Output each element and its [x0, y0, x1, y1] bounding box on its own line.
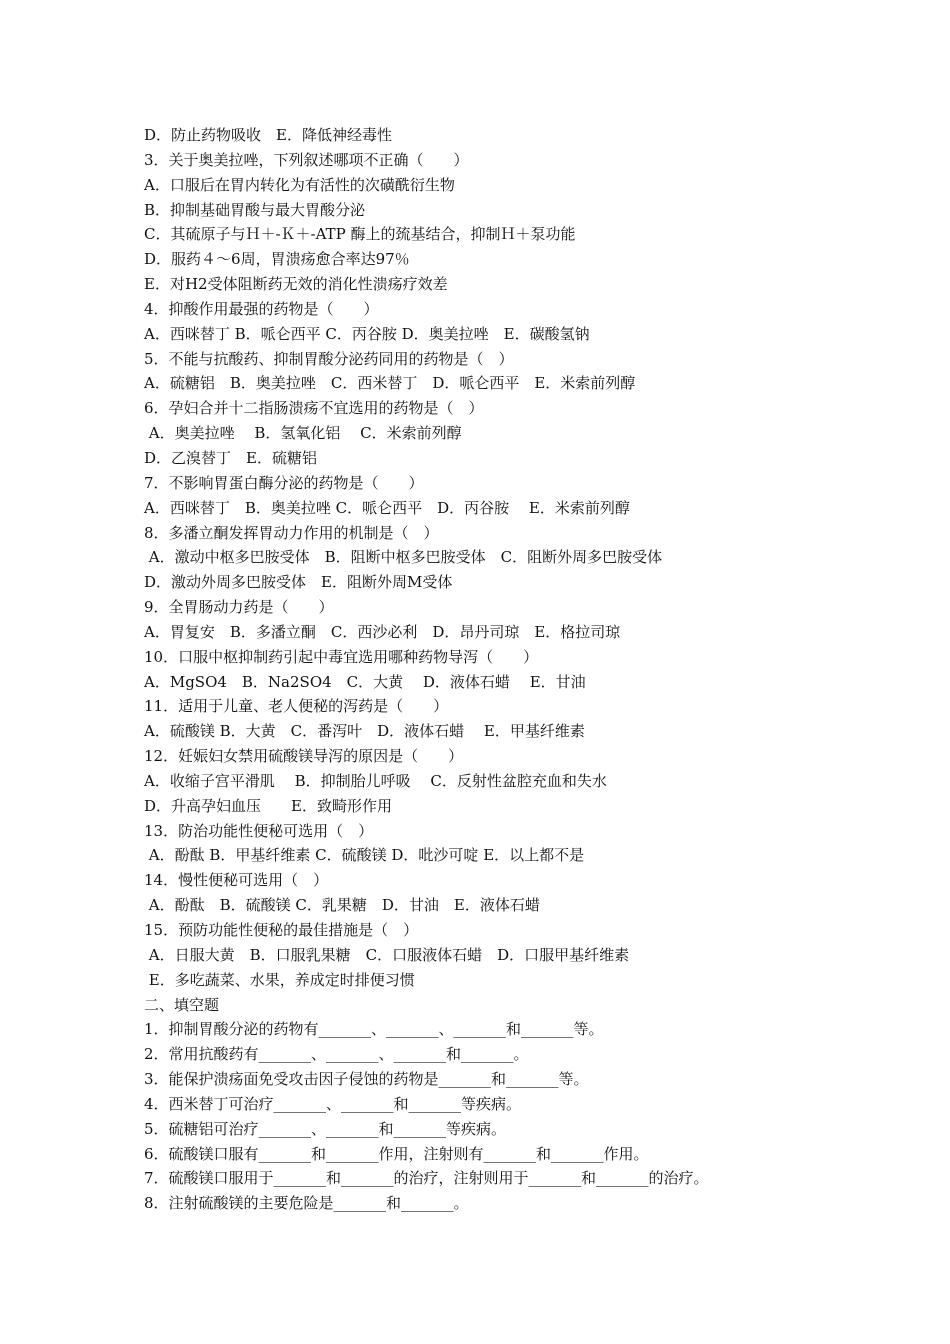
- question-9: 9．全胃肠动力药是（ ）: [144, 598, 334, 617]
- question-3-option-b: B．抑制基础胃酸与最大胃酸分泌: [144, 200, 366, 219]
- fill-blank-4: 4．西米替丁可治疗_______、_______和_______等疾病。: [144, 1094, 522, 1113]
- question-5-options: A．硫糖铝 B．奥美拉唑 C．西米替丁 D．哌仑西平 E．米索前列醇: [144, 374, 636, 393]
- fill-blank-2: 2．常用抗酸药有_______、_______、_______和_______。: [144, 1045, 529, 1064]
- question-10: 10．口服中枢抑制药引起中毒宜选用哪种药物导泻（ ）: [144, 647, 539, 666]
- fill-blank-6: 6．硫酸镁口服有_______和_______作用，注射则有_______和_______作用。: [144, 1144, 649, 1163]
- question-15-options-1: A．日服大黄 B．口服乳果糖 C．口服液体石蜡 D．口服甲基纤维素: [144, 945, 630, 964]
- question-3-option-a: A．口服后在胃内转化为有活性的次磺酰衍生物: [144, 175, 455, 194]
- section-heading: 二、填空题: [144, 995, 220, 1014]
- question-7: 7．不影响胃蛋白酶分泌的药物是（ ）: [144, 473, 424, 492]
- question-15-options-2: E．多吃蔬菜、水果，养成定时排便习惯: [144, 970, 415, 989]
- question-12-options-2: D．升高孕妇血压 E．致畸形作用: [144, 796, 392, 815]
- fill-blank-5: 5．硫糖铝可治疗_______、_______和_______等疾病。: [144, 1119, 507, 1138]
- question-12-options-1: A．收缩子宫平滑肌 B．抑制胎儿呼吸 C．反射性盆腔充血和失水: [144, 771, 607, 790]
- fill-blank-8: 8．注射硫酸镁的主要危险是_______和_______。: [144, 1194, 469, 1213]
- question-13-options: A．酚酞 B．甲基纤维素 C．硫酸镁 D．吡沙可啶 E．以上都不是: [144, 846, 585, 865]
- question-5: 5．不能与抗酸药、抑制胃酸分泌药同用的药物是（ ）: [144, 349, 514, 368]
- question-15: 15．预防功能性便秘的最佳措施是（ ）: [144, 921, 419, 939]
- question-3: 3．关于奥美拉唑，下列叙述哪项不正确（ ）: [144, 150, 469, 169]
- question-13: 13．防治功能性便秘可选用（ ）: [144, 821, 374, 840]
- question-11: 11．适用于儿童、老人便秘的泻药是（ ）: [144, 697, 449, 716]
- question-4-options: A．西咪替丁 B．哌仑西平 C．丙谷胺 D．奥美拉唑 E．碳酸氢钠: [144, 324, 590, 343]
- question-3-option-d: D．服药４～6周，胃溃疡愈合率达97％: [144, 250, 410, 269]
- document-body: [144, 123, 824, 1216]
- fill-blank-3: 3．能保护溃疡面免受攻击因子侵蚀的药物是_______和_______等。: [144, 1070, 589, 1089]
- question-8: 8．多潘立酮发挥胃动力作用的机制是（ ）: [144, 523, 439, 542]
- question-3-option-c: C．其硫原子与Ｈ＋-Ｋ＋-ATP 酶上的巯基结合，抑制Ｈ＋泵功能: [144, 225, 576, 244]
- question-11-options: A．硫酸镁 B．大黄 C．番泻叶 D．液体石蜡 E．甲基纤维素: [144, 722, 585, 741]
- question-7-options: A．西咪替丁 B．奥美拉唑 C．哌仑西平 D．丙谷胺 E．米索前列醇: [144, 498, 630, 517]
- question-14-options: A．酚酞 B．硫酸镁 C．乳果糖 D．甘油 E．液体石蜡: [144, 896, 540, 915]
- text-line: D．防止药物吸收 E．降低神经毒性: [144, 126, 392, 144]
- fill-blank-7: 7．硫酸镁口服用于_______和_______的治疗，注射则用于_______和_______的治疗。: [144, 1169, 709, 1188]
- question-8-options-1: A．激动中枢多巴胺受体 B．阻断中枢多巴胺受体 C．阻断外周多巴胺受体: [144, 548, 663, 567]
- question-10-options: A．MgSO4 B．Na2SO4 C．大黄 D．液体石蜡 E．甘油: [144, 672, 586, 691]
- question-6: 6．孕妇合并十二指肠溃疡不宜选用的药物是（ ）: [144, 399, 484, 418]
- question-14: 14．慢性便秘可选用（ ）: [144, 871, 329, 890]
- question-3-option-e: E．对H2受体阻断药无效的消化性溃疡疗效差: [144, 275, 448, 294]
- fill-blank-1: 1．抑制胃酸分泌的药物有_______、_______、_______和_______等。: [144, 1020, 604, 1039]
- question-6-options-2: D．乙溴替丁 E．硫糖铝: [144, 448, 317, 467]
- question-6-options-1: A．奥美拉唑 B．氢氧化铝 C．米索前列醇: [144, 424, 462, 443]
- question-8-options-2: D．激动外周多巴胺受体 E．阻断外周M受体: [144, 573, 453, 592]
- question-12: 12．妊娠妇女禁用硫酸镁导泻的原因是（ ）: [144, 747, 464, 766]
- question-9-options: A．胃复安 B．多潘立酮 C．西沙必利 D．昂丹司琼 E．格拉司琼: [144, 622, 621, 641]
- question-4: 4．抑酸作用最强的药物是（ ）: [144, 299, 379, 318]
